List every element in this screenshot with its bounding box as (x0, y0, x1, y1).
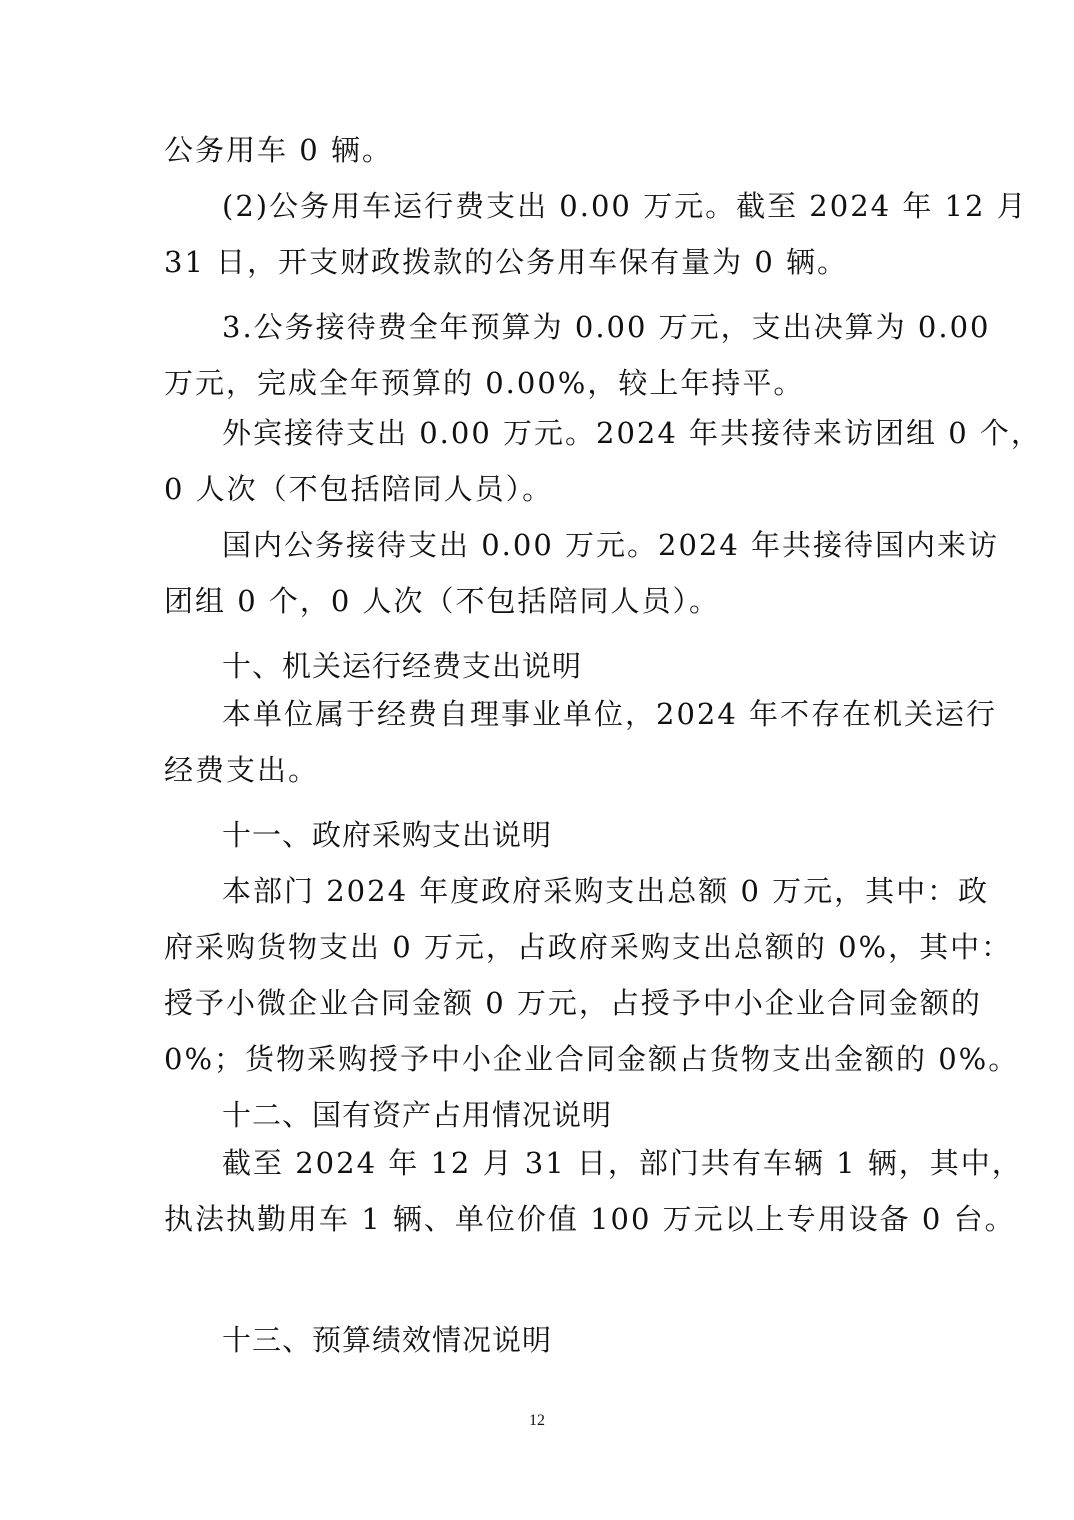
text-line: 公务用车 0 辆。 (164, 133, 393, 167)
text-line: 国内公务接待支出 0.00 万元。2024 年共接待国内来访 (222, 528, 1000, 562)
section-heading-12: 十二、国有资产占用情况说明 (222, 1098, 613, 1132)
text-line: 授予小微企业合同金额 0 万元，占授予中小企业合同金额的 (164, 986, 982, 1020)
text-line: 0 人次（不包括陪同人员）。 (164, 472, 554, 506)
section-heading-13: 十三、预算绩效情况说明 (222, 1323, 553, 1357)
text-line: 经费支出。 (164, 753, 320, 787)
text-line: 本部门 2024 年度政府采购支出总额 0 万元，其中：政 (222, 874, 990, 908)
section-heading-11: 十一、政府采购支出说明 (222, 818, 553, 852)
text-line: 外宾接待支出 0.00 万元。2024 年共接待来访团组 0 个， (222, 416, 1042, 450)
text-line: 执法执勤用车 1 辆、单位价值 100 万元以上专用设备 0 台。 (164, 1202, 1016, 1236)
text-line: 3.公务接待费全年预算为 0.00 万元，支出决算为 0.00 (222, 310, 991, 344)
text-line: 0%；货物采购授予中小企业合同金额占货物支出金额的 0%。 (164, 1042, 1020, 1076)
text-line: 截至 2024 年 12 月 31 日，部门共有车辆 1 辆，其中， (222, 1146, 1023, 1180)
text-line: (2)公务用车运行费支出 0.00 万元。截至 2024 年 12 月 (222, 189, 1028, 223)
page-number: 12 (529, 1412, 545, 1429)
text-line: 团组 0 个，0 人次（不包括陪同人员）。 (164, 584, 721, 618)
text-line: 府采购货物支出 0 万元，占政府采购支出总额的 0%，其中： (164, 930, 1013, 964)
section-heading-10: 十、机关运行经费支出说明 (222, 649, 583, 683)
text-line: 本单位属于经费自理事业单位，2024 年不存在机关运行 (222, 697, 998, 731)
text-line: 31 日，开支财政拨款的公务用车保有量为 0 辆。 (164, 245, 849, 279)
text-line: 万元，完成全年预算的 0.00%，较上年持平。 (164, 366, 805, 400)
